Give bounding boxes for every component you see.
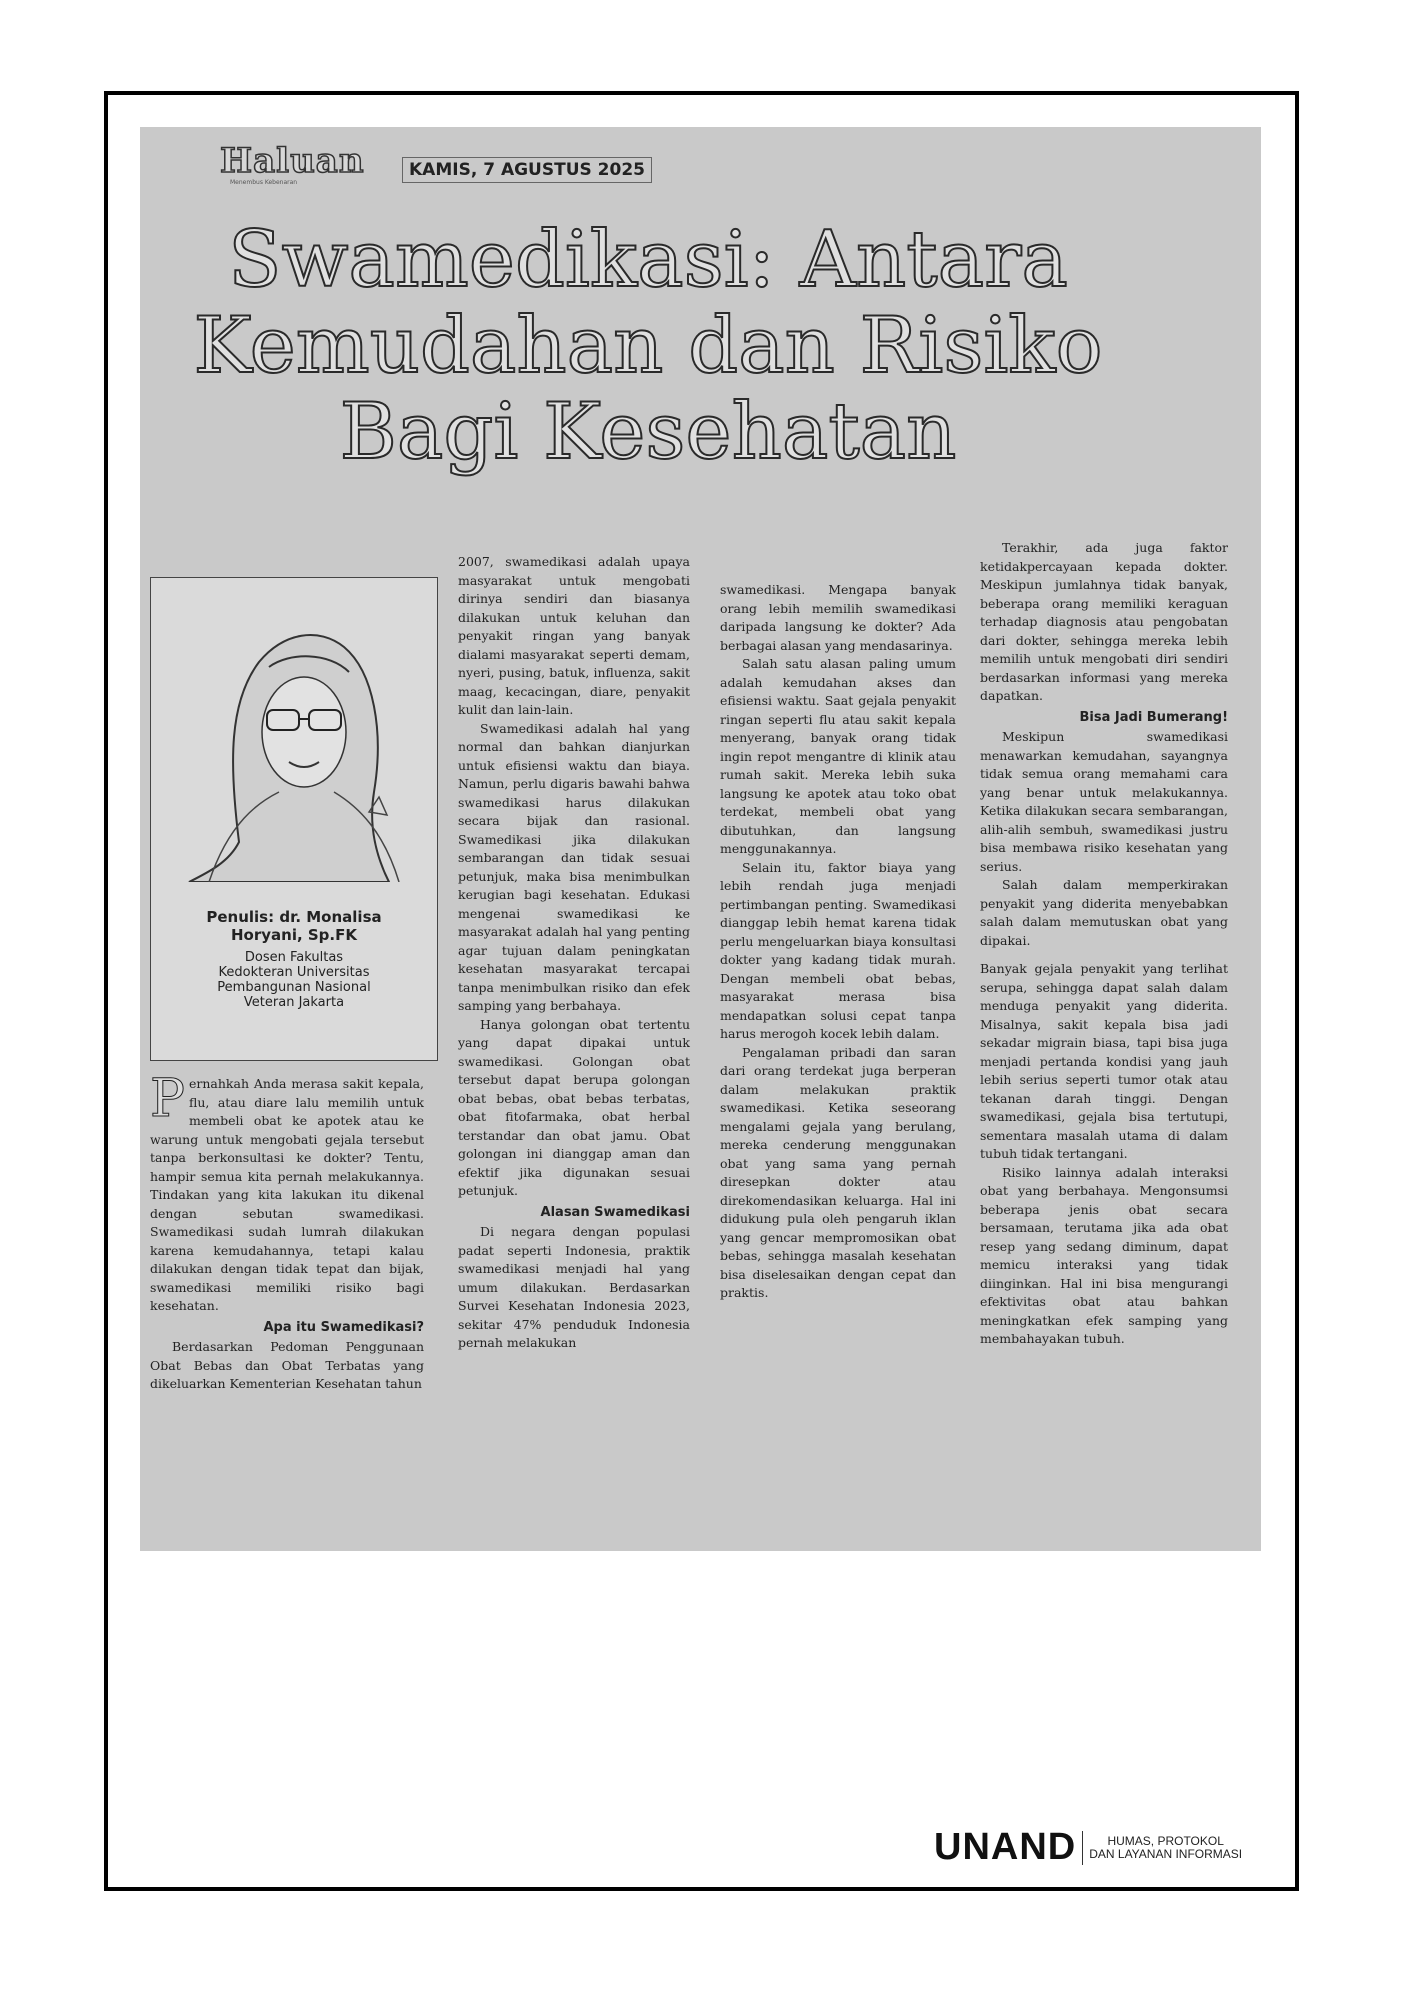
publication-date: KAMIS, 7 AGUSTUS 2025 — [402, 157, 652, 183]
article-column-4 — [980, 539, 1228, 1349]
subheading: Alasan Swamedikasi — [540, 1204, 690, 1220]
paragraph: Terakhir, ada juga faktor ketidakpercayaan kepada dokter. Meskipun jumlahnya tidak banyak, beberapa orang memiliki keraguan terhadap diagnosis atau pengobatan dari dokter, sehingga mereka lebih memilih untuk mengobati diri sendiri berdasarkan informasi yang mereka dapatkan. — [980, 540, 1228, 703]
drop-cap: P — [150, 1069, 185, 1129]
paragraph: Banyak gejala penyakit yang terlihat serupa, sehingga dapat salah dalam menduga penyakit yang diderita. Misalnya, sakit kepala bisa jadi sekadar migrain biasa, tapi bisa juga menjadi pertanda kondisi yang jauh lebih serius seperti tumor otak atau tekanan darah tinggi. Dengan swamedikasi, gejala bisa tertutupi, sementara masalah utama di dalam tubuh tidak tertangani. — [980, 961, 1228, 1161]
article-column-1 — [150, 1069, 424, 1394]
footer-department: HUMAS, PROTOKOL DAN LAYANAN INFORMASI — [1089, 1833, 1243, 1861]
paragraph: Pengalaman pribadi dan saran dari orang terdekat juga berperan dalam melakukan praktik swamedikasi. Ketika seseorang mengalami gejala yang berulang, mereka cenderung menggunakan obat yang sama yang pernah diresepkan dokter atau direkomendasikan keluarga. Hal ini didukung pula oleh pengaruh iklan yang gencar mempromosikan obat bebas, sehingga masalah kesehatan bisa diselesaikan dengan cepat dan praktis. — [720, 1044, 956, 1300]
newspaper-clipping — [140, 127, 1261, 1551]
paragraph: Swamedikasi adalah hal yang normal dan bahkan dianjurkan untuk efisiensi waktu dan biaya. Namun, perlu digaris bawahi bahwa swamedikasi harus dilakukan secara bijak dan rasional. Swamedikasi jika dilakukan sembarangan dan tidak sesuai petunjuk, maka bisa menimbulkan kerugian bagi kesehatan. Edukasi mengenai swamedikasi ke masyarakat adalah hal yang penting agar tujuan dalam peningkatan kesehatan masyarakat tercapai tanpa menimbulkan risiko dan efek samping yang berbahaya. — [458, 720, 690, 1013]
paragraph: 2007, swamedikasi adalah upaya masyarakat untuk mengobati dirinya sendiri dan biasanya dilakukan untuk keluhan dan penyakit ringan yang banyak dialami masyarakat seperti demam, nyeri, pusing, batuk, influenza, sakit maag, kecacingan, diare, penyakit kulit dan lain-lain. — [458, 554, 690, 717]
footer-branding — [934, 1826, 1242, 1869]
paragraph: Salah satu alasan paling umum adalah kemudahan akses dan efisiensi waktu. Saat gejala penyakit ringan seperti flu atau sakit kepala menyerang, banyak orang tidak ingin repot mengantre di klinik atau rumah sakit. Mereka lebih suka langsung ke apotek atau toko obat terdekat, membeli obat yang dibutuhkan, dan langsung menggunakannya. — [720, 656, 956, 856]
unand-logo: UNAND — [934, 1826, 1077, 1868]
paragraph: swamedikasi. Mengapa banyak orang lebih memilih swamedikasi daripada langsung ke dokter? Ada berbagai alasan yang mendasarinya. — [720, 582, 956, 653]
masthead-tagline: Menembus Kebenaran — [230, 179, 298, 186]
headline-line: Kemudahan dan Risiko — [193, 301, 1103, 391]
article-headline — [148, 217, 1148, 475]
footer-divider — [1082, 1831, 1083, 1865]
article-column-3 — [720, 581, 956, 1303]
subheading: Apa itu Swamedikasi? — [263, 1319, 424, 1335]
headline-line: Bagi Kesehatan — [339, 387, 957, 477]
paragraph: Hanya golongan obat tertentu yang dapat dipakai untuk swamedikasi. Golongan obat tersebut dapat berupa golongan obat bebas, obat bebas terbatas, obat fitofarmaka, obat herbal terstandar dan obat jamu. Obat golongan ini dianggap aman dan efektif jika digunakan sesuai petunjuk. — [458, 1016, 690, 1198]
author-name: Penulis: dr. Monalisa Horyani, Sp.FK — [206, 908, 382, 944]
headline-line: Swamedikasi: Antara — [228, 215, 1068, 305]
paragraph: ernahkah Anda merasa sakit kepala, flu, atau diare lalu memilih untuk membeli obat ke apotek atau ke warung untuk mengobati gejala tersebut tanpa berkonsultasi ke dokter? Tentu, hampir semua kita pernah melakukannya. Tindakan yang kita lakukan itu dikenal dengan sebutan swamedikasi. Swamedikasi sudah lumrah dilakukan karena kemudahannya, tetapi kalau dilakukan dengan tidak tepat dan bijak, swamedikasi memiliki risiko bagi kesehatan. — [150, 1076, 424, 1313]
paragraph: Risiko lainnya adalah interaksi obat yang berbahaya. Mengonsumsi beberapa jenis obat secara bersamaan, terutama jika ada obat resep yang sedang diminum, dapat memicu interaksi yang tidak diinginkan. Hal ini bisa mengurangi efektivitas obat atau bahkan meningkatkan efek samping yang membahayakan tubuh. — [980, 1164, 1228, 1346]
subheading: Bisa Jadi Bumerang! — [1079, 709, 1228, 725]
paragraph: Di negara dengan populasi padat seperti Indonesia, praktik swamedikasi menjadi hal yang umum dilakukan. Berdasarkan Survei Kesehatan Indonesia 2023, sekitar 47% penduduk Indonesia pernah melakukan — [458, 1224, 690, 1350]
paragraph: Salah dalam memperkirakan penyakit yang diderita menyebabkan salah dalam memutuskan obat yang dipakai. — [980, 877, 1228, 948]
newspaper-masthead: Haluan — [220, 141, 365, 181]
author-affiliation: Dosen Fakultas Kedokteran Universitas Pembangunan Nasional Veteran Jakarta — [217, 950, 371, 1010]
paragraph: Berdasarkan Pedoman Penggunaan Obat Bebas dan Obat Terbatas yang dikeluarkan Kementerian Kesehatan tahun — [150, 1339, 424, 1391]
article-column-2 — [458, 553, 690, 1353]
author-portrait-image — [169, 592, 419, 882]
paragraph: Meskipun swamedikasi menawarkan kemudahan, sayangnya tidak semua orang memahami cara yang benar untuk melakukannya. Ketika dilakukan secara sembarangan, alih-alih sembuh, swamedikasi justru bisa membawa risiko kesehatan yang serius. — [980, 729, 1228, 874]
author-box — [150, 577, 438, 1061]
paragraph: Selain itu, faktor biaya yang lebih rendah juga menjadi pertimbangan penting. Swamedikasi dianggap lebih hemat karena tidak perlu mengeluarkan biaya konsultasi dokter yang kadang tidak murah. Dengan membeli obat bebas, masyarakat merasa bisa mendapatkan solusi cepat tanpa harus merogoh kocek lebih dalam. — [720, 859, 956, 1041]
